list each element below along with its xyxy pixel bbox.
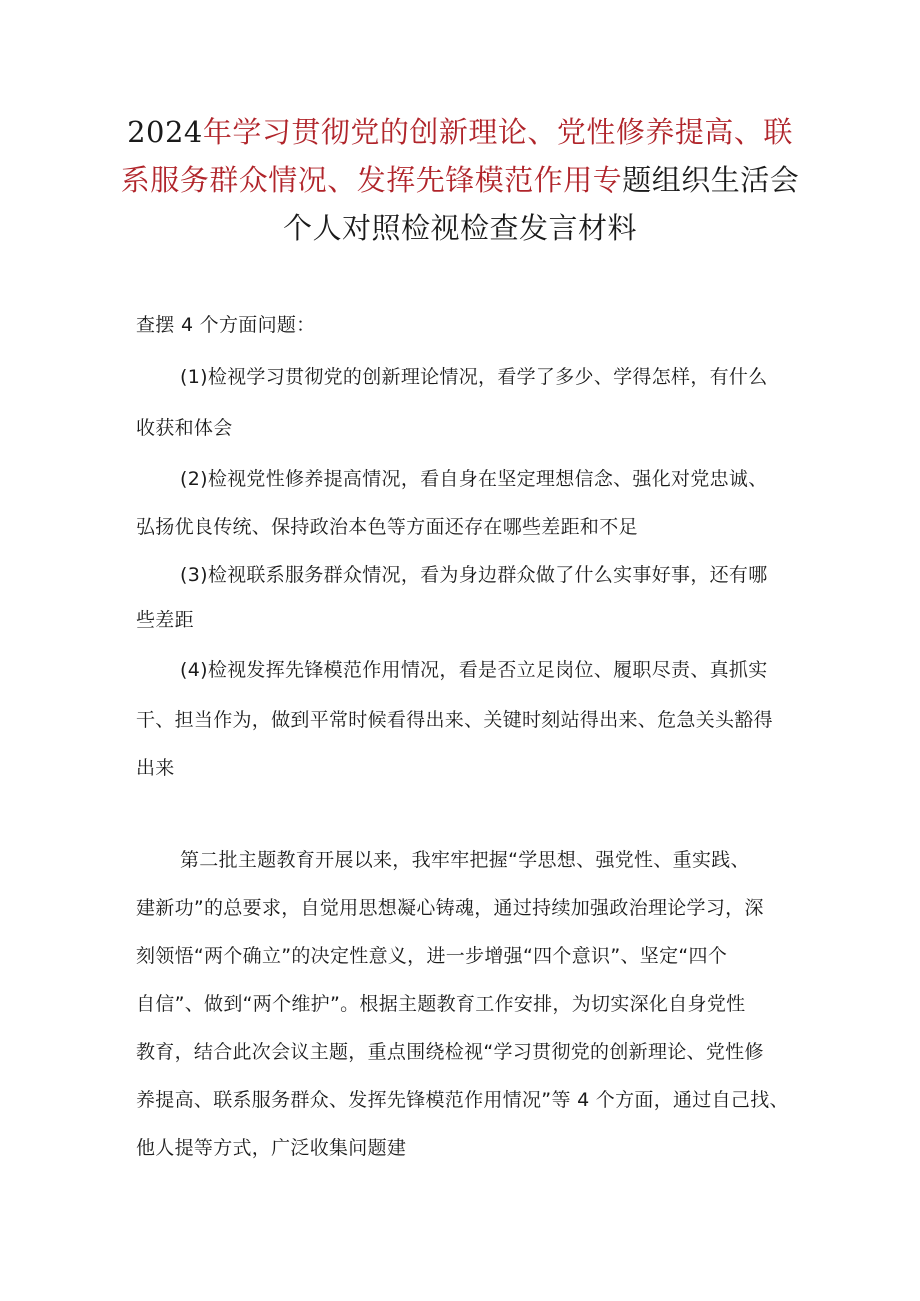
item-2-line-2: 弘扬优良传统、保持政治本色等方面还存在哪些差距和不足 [136,516,638,538]
document-title [120,108,800,252]
paragraph-line-1: 第二批主题教育开展以来，我牢牢把握“学思想、强党性、重实践、 [180,849,750,871]
title-black-text-2: 题组织生活会 [622,163,800,197]
item-4-line-1: (4)检视发挥先锋模范作用情况，看是否立足岗位、履职尽责、真抓实 [180,659,768,681]
item-1-line-1: (1)检视学习贯彻党的创新理论情况，看学了多少、学得怎样，有什么 [180,366,768,388]
title-red-text-1: 年学习贯彻党的创新理论、党性修养提高、联 [202,115,793,149]
item-2-line-1: (2)检视党性修养提高情况，看自身在坚定理想信念、强化对党忠诚、 [180,468,768,490]
paragraph-line-3: 刻领悟“两个确立”的决定性意义，进一步增强“四个意识”、坚定“四个 [136,945,728,967]
item-4-line-3: 出来 [136,757,175,779]
title-line-1 [120,108,800,156]
title-red-text-2: 系服务群众情况、发挥先锋模范作用专 [120,163,623,197]
intro-heading: 查摆 4 个方面问题： [136,314,316,336]
item-1-line-2: 收获和体会 [136,417,233,439]
title-line-3: 个人对照检视检查发言材料 [282,211,637,245]
paragraph-line-7: 他人提等方式，广泛收集问题建 [136,1137,407,1159]
paragraph-line-5: 教育，结合此次会议主题，重点围绕检视“学习贯彻党的创新理论、党性修 [136,1041,764,1063]
item-3-line-1: (3)检视联系服务群众情况，看为身边群众做了什么实事好事，还有哪 [180,564,768,586]
paragraph-line-6: 养提高、联系服务群众、发挥先锋模范作用情况”等 4 个方面，通过自己找、 [136,1089,789,1111]
item-3-line-2: 些差距 [136,609,194,631]
paragraph-line-2: 建新功”的总要求，自觉用思想凝心铸魂，通过持续加强政治理论学习，深 [136,897,764,919]
title-year: 2024 [127,115,203,149]
title-line-2 [120,156,800,204]
paragraph-line-4: 自信”、做到“两个维护”。根据主题教育工作安排，为切实深化自身党性 [136,993,746,1015]
item-4-line-2: 干、担当作为，做到平常时候看得出来、关键时刻站得出来、危急关头豁得 [136,709,773,731]
